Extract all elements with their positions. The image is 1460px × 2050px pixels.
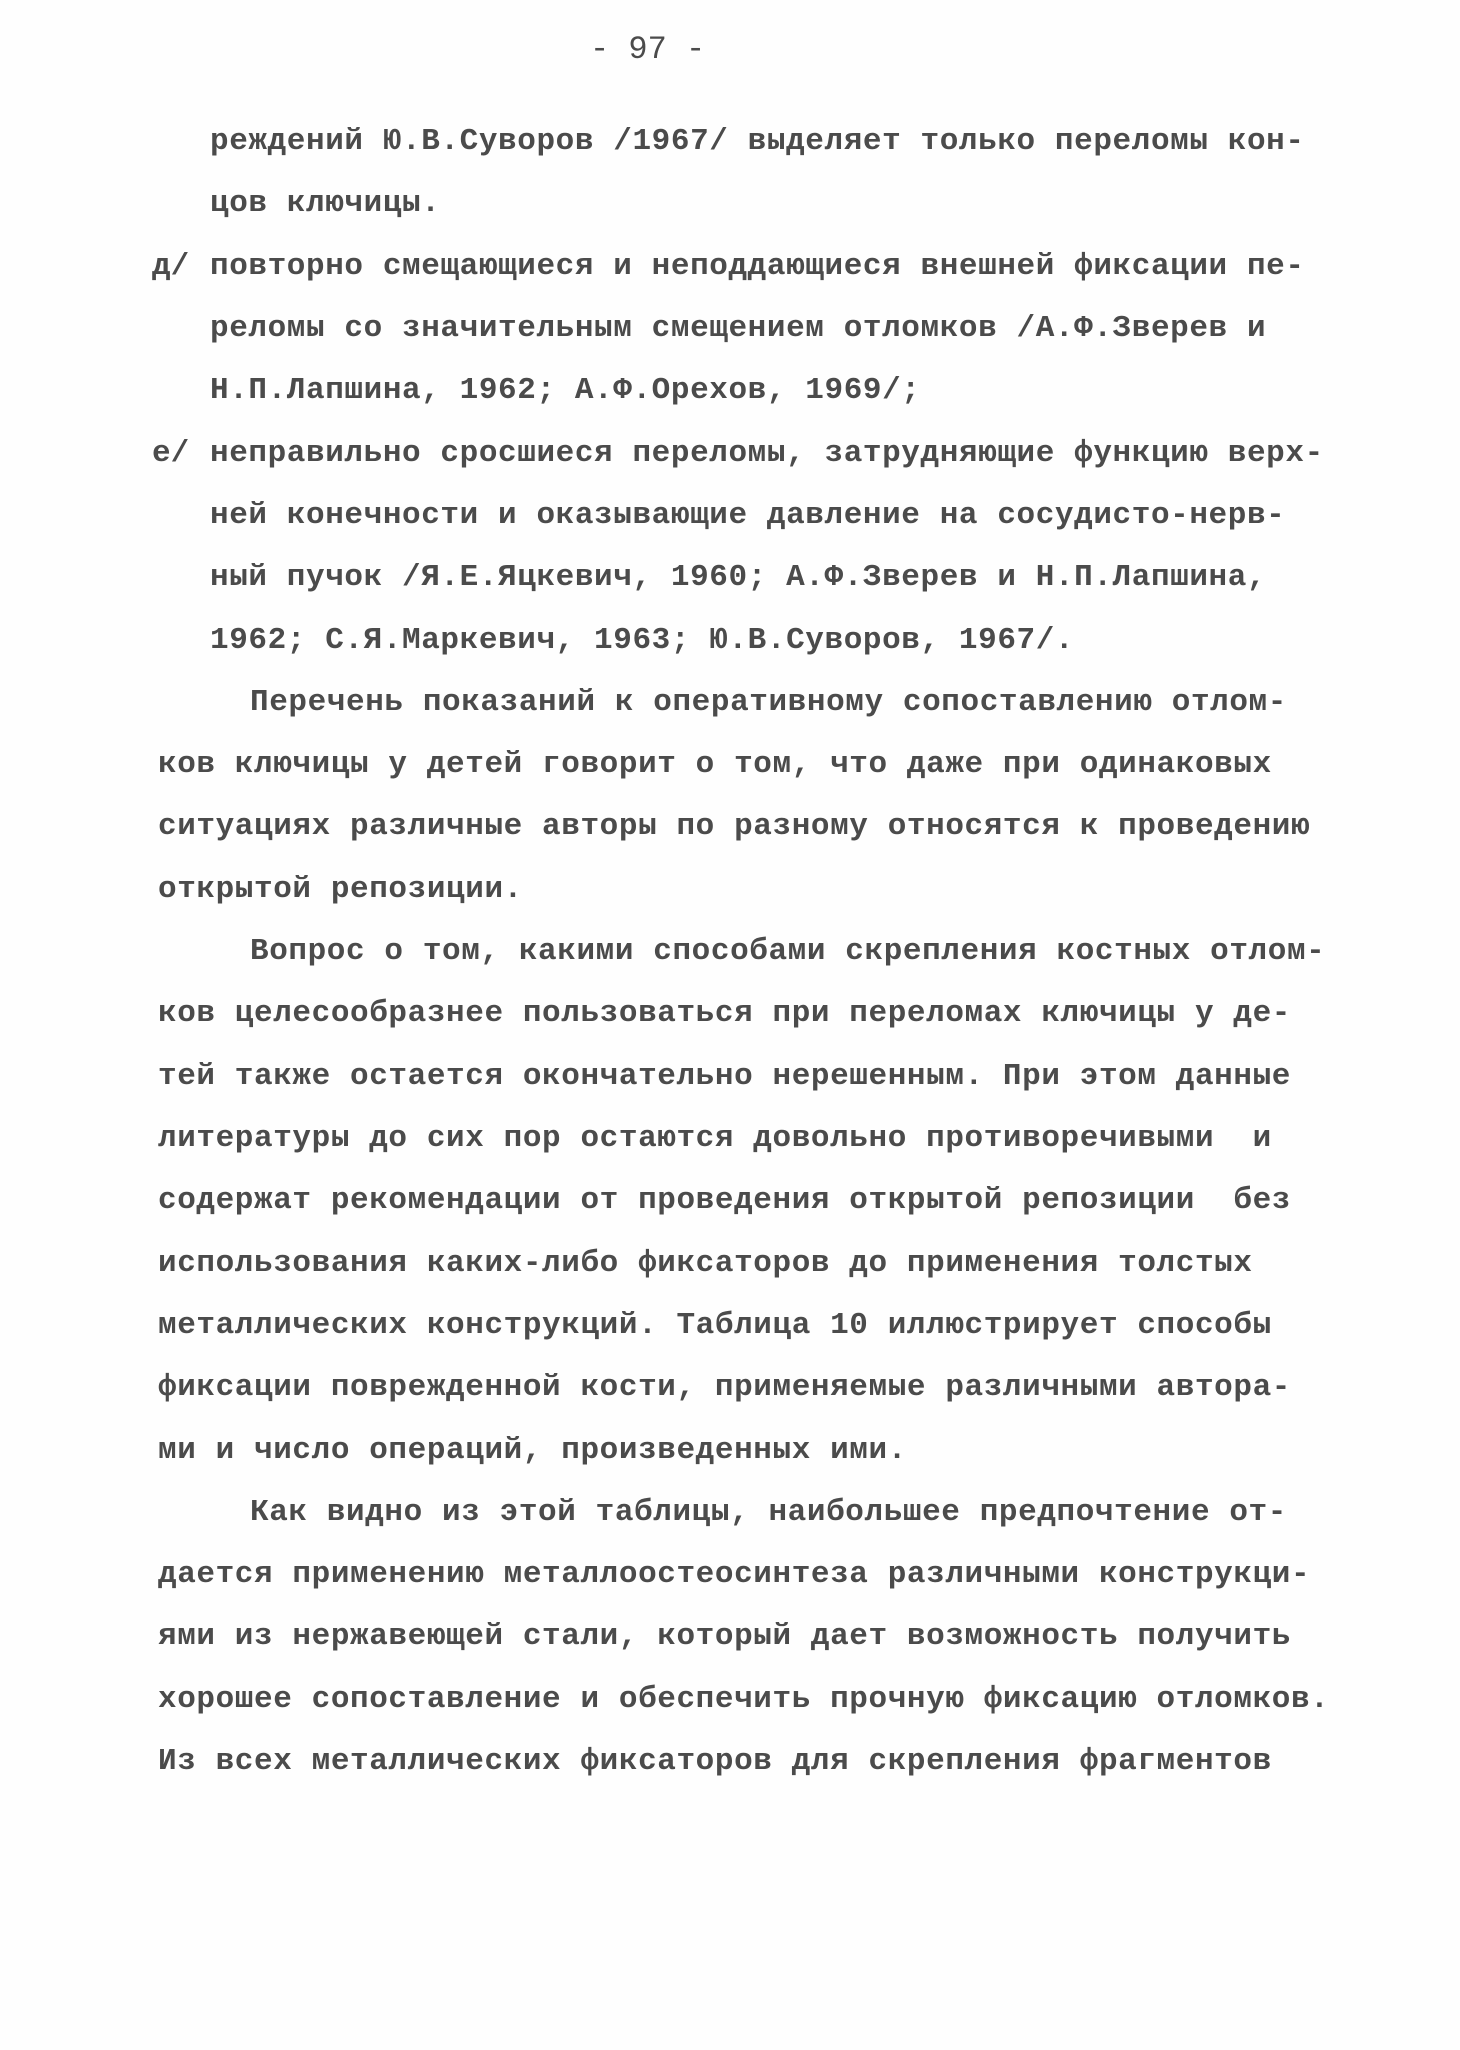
text-line: ми и число операций, произведенных ими. (158, 1433, 907, 1468)
text-line: Н.П.Лапшина, 1962; А.Ф.Орехов, 1969/; (210, 373, 921, 408)
page-number: - 97 - (590, 31, 706, 68)
text-line: ков ключицы у детей говорит о том, что даже при одинаковых (158, 747, 1272, 782)
text-line: ситуациях различные авторы по разному относятся к проведению (158, 809, 1311, 844)
text-line: хорошее сопоставление и обеспечить прочную фиксацию отломков. (158, 1682, 1330, 1717)
text-line: ков целесообразнее пользоваться при переломах ключицы у де- (158, 996, 1291, 1031)
text-line: литературы до сих пор остаются довольно противоречивыми и (158, 1121, 1272, 1156)
text-line: 1962; С.Я.Маркевич, 1963; Ю.В.Суворов, 1967/. (210, 623, 1075, 658)
text-line: содержат рекомендации от проведения открытой репозиции без (158, 1183, 1291, 1218)
text-line: Как видно из этой таблицы, наибольшее предпочтение от- (250, 1495, 1287, 1530)
text-line: цов ключицы. (210, 186, 441, 221)
text-line: дается применению металлоостеосинтеза различными конструкци- (158, 1557, 1311, 1592)
text-line: открытой репозиции. (158, 872, 523, 907)
text-line: ный пучок /Я.Е.Яцкевич, 1960; А.Ф.Зверев и Н.П.Лапшина, (210, 560, 1267, 595)
text-line: неправильно сросшиеся переломы, затрудняющие функцию верх- (210, 436, 1324, 471)
text-line: ями из нержавеющей стали, который дает возможность получить (158, 1619, 1291, 1654)
text-line: металлических конструкций. Таблица 10 иллюстрирует способы (158, 1308, 1272, 1343)
text-line: использования каких-либо фиксаторов до применения толстых (158, 1246, 1253, 1281)
text-line: ней конечности и оказывающие давление на сосудисто-нерв- (210, 498, 1286, 533)
list-marker-d: д/ (152, 249, 190, 284)
text-line: Вопрос о том, какими способами скрепления костных отлом- (250, 934, 1326, 969)
text-line: повторно смещающиеся и неподдающиеся внешней фиксации пе- (210, 249, 1305, 284)
text-line: фиксации поврежденной кости, применяемые различными автора- (158, 1370, 1291, 1405)
text-line: Из всех металлических фиксаторов для скрепления фрагментов (158, 1744, 1272, 1779)
list-marker-e: е/ (152, 436, 190, 471)
text-line: Перечень показаний к оперативному сопоставлению отлом- (250, 685, 1287, 720)
text-line: тей также остается окончательно нерешенным. При этом данные (158, 1059, 1291, 1094)
text-line: реломы со значительным смещением отломков /А.Ф.Зверев и (210, 311, 1267, 346)
text-line: реждений Ю.В.Суворов /1967/ выделяет только переломы кон- (210, 124, 1305, 159)
